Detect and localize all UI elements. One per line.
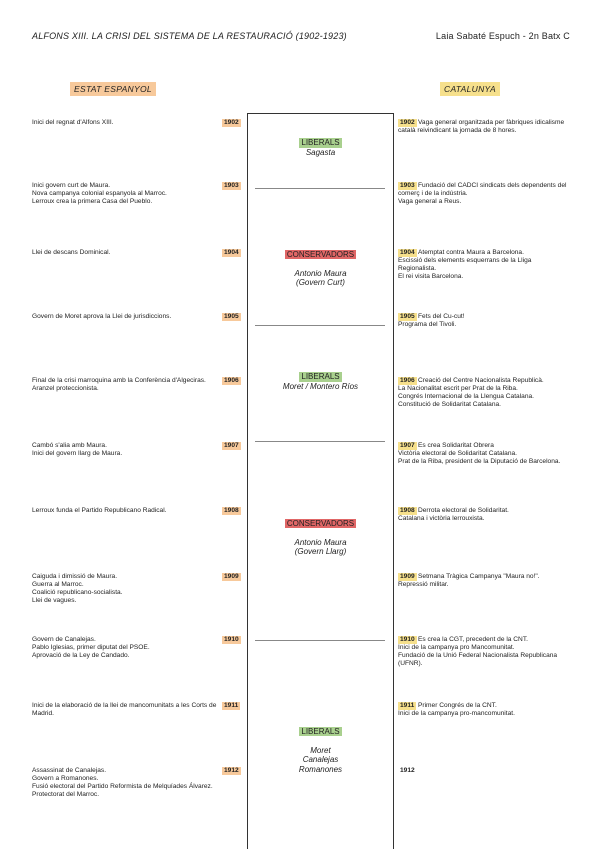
catalonia-event-text: Atemptat contra Maura a Barcelona. Escissió dels elements esquerrans de la Lliga Regionalista. El rei visita Barcelona. [398, 249, 532, 280]
catalonia-event-1908 [398, 507, 568, 523]
spain-event-1907: Cambó s'alia amb Maura. Inici del govern llarg de Maura. [32, 442, 123, 457]
party-tag: CONSERVADORS [286, 249, 355, 259]
catalonia-event-text: Es crea la CGT, precedent de la CNT. Inici de la campanya pro Mancomunitat. Fundació de la Unió Federal Nacionalista Republicana (UFNR). [398, 636, 558, 667]
gov-block-5 [247, 717, 394, 774]
year-tag-catalonia: 1906 [400, 377, 415, 384]
gov-block-2 [247, 240, 394, 288]
year-tag-spain: 1903 [224, 182, 239, 189]
year-tag-spain: 1905 [224, 313, 239, 320]
year-tag-spain: 1908 [224, 507, 239, 514]
year-tag-spain: 1907 [224, 442, 239, 449]
spain-event-1908: Lerroux funda el Partido Republicano Radical. [32, 507, 167, 514]
catalonia-event-text: Setmana Tràgica Campanya "Maura no!". Repressió militar. [398, 573, 540, 588]
gov-leader: Antonio Maura (Govern Curt) [294, 268, 347, 287]
gov-block-1 [247, 138, 394, 157]
party-tag: LIBERALS [301, 138, 340, 147]
catalonia-event-text: Es crea Solidaritat Obrera Victòria electoral de Solidaritat Catalana. Prat de la Riba, president de la Diputació de Barcelona. [398, 442, 561, 465]
year-tag-spain: 1912 [224, 767, 239, 774]
section-spain-heading: ESTAT ESPANYOL [70, 82, 156, 96]
year-tag-catalonia: 1903 [400, 182, 415, 189]
spain-event-1902: Inici del regnat d'Alfons XIII. [32, 119, 114, 126]
spain-event-1906: Final de la crisi marroquina amb la Conferència d'Algeciras. Aranzel proteccionista. [32, 377, 206, 392]
catalonia-event-1906 [398, 377, 568, 409]
catalonia-event-1903 [398, 182, 568, 206]
year-tag-spain: 1911 [224, 702, 239, 709]
gov-leader: Moret Canalejas Romanones [298, 745, 343, 774]
party-tag: CONSERVADORS [286, 518, 355, 528]
year-tag-catalonia: 1909 [400, 573, 415, 580]
divider-line [255, 640, 385, 641]
gov-leader: Sagasta [305, 147, 336, 157]
year-tag-catalonia: 1912 [400, 767, 415, 774]
document-title: ALFONS XIII. LA CRISI DEL SISTEMA DE LA RESTAURACIÓ (1902-1923) [32, 31, 347, 41]
party-tag: LIBERALS [301, 372, 340, 381]
year-tag-catalonia: 1905 [400, 313, 415, 320]
divider-line [255, 441, 385, 442]
spain-event-1904: Llei de descans Dominical. [32, 249, 111, 256]
year-tag-spain: 1910 [224, 636, 239, 643]
catalonia-event-1905 [398, 313, 568, 329]
author-line: Laia Sabaté Espuch - 2n Batx C [435, 31, 570, 41]
spain-event-1910: Govern de Canalejas. Pablo Iglesias, primer diputat del PSOE. Aprovació de la Ley de Candado. [32, 636, 150, 659]
catalonia-event-text: Vaga general organitzada per fàbriques idicalisme català reivindicant la jornada de 8 hores. [398, 119, 565, 134]
spain-event-1903: Inici govern curt de Maura. Nova campanya colonial espanyola al Marroc. Lerroux crea la primera Casa del Pueblo. [32, 182, 167, 205]
catalonia-event-1902 [398, 119, 568, 135]
divider-line [255, 325, 385, 326]
year-tag-catalonia: 1904 [400, 249, 415, 256]
gov-leader: Antonio Maura (Govern Llarg) [294, 537, 347, 556]
year-tag-catalonia: 1902 [400, 119, 415, 126]
spain-event-1909: Caiguda i dimissió de Maura. Guerra al Marroc. Coalició republicano-socialista. Llei de vagues. [32, 573, 123, 604]
gov-block-3 [247, 372, 394, 391]
year-tag-catalonia: 1908 [400, 507, 415, 514]
catalonia-event-1910 [398, 636, 568, 668]
gov-block-4 [247, 509, 394, 557]
year-tag-catalonia: 1911 [400, 702, 415, 709]
divider-line [255, 188, 385, 189]
catalonia-event-1909 [398, 573, 568, 589]
spain-event-1905: Govern de Moret aprova la Llei de jurisdiccions. [32, 313, 172, 320]
year-tag-spain: 1909 [224, 573, 239, 580]
year-tag-spain: 1904 [224, 249, 239, 256]
spain-event-1911: Inici de la elaboració de la llei de mancomunitats a les Corts de Madrid. [32, 702, 217, 717]
catalonia-event-text: Fundació del CADCI sindicats dels dependents del comerç i de la indústria. Vaga general a Reus. [398, 182, 567, 205]
year-tag-spain: 1902 [224, 119, 239, 126]
catalonia-event-text: Primer Congrés de la CNT. Inici de la campanya pro-mancomunitat. [398, 702, 515, 717]
catalonia-event-text: Creació del Centre Nacionalista Republicà. La Nacionalitat escrit per Prat de la Riba. Congrés Internacional de la Llengua Catalana. Constitució de Solidaritat Catalana. [398, 377, 544, 408]
gov-leader: Moret / Montero Ríos [282, 381, 359, 391]
catalonia-event-1904 [398, 249, 568, 281]
section-catalonia-heading: CATALUNYA [440, 82, 500, 96]
catalonia-event-text: Derrota electoral de Solidaritat. Catalana i victòria lerrouxista. [398, 507, 509, 522]
year-tag-catalonia: 1910 [400, 636, 415, 643]
year-tag-spain: 1906 [224, 377, 239, 384]
catalonia-event-1911 [398, 702, 568, 718]
catalonia-event-1907 [398, 442, 568, 466]
spain-event-1912: Assassinat de Canalejas. Govern a Romanones. Fusió electoral del Partido Reformista de Melquíades Álvarez. Protectorat del Marroc. [32, 767, 213, 798]
year-tag-catalonia: 1907 [400, 442, 415, 449]
party-tag: LIBERALS [301, 726, 340, 736]
catalonia-event-text: Fets del Cu-cut! Programa del Tivoli. [398, 313, 465, 328]
